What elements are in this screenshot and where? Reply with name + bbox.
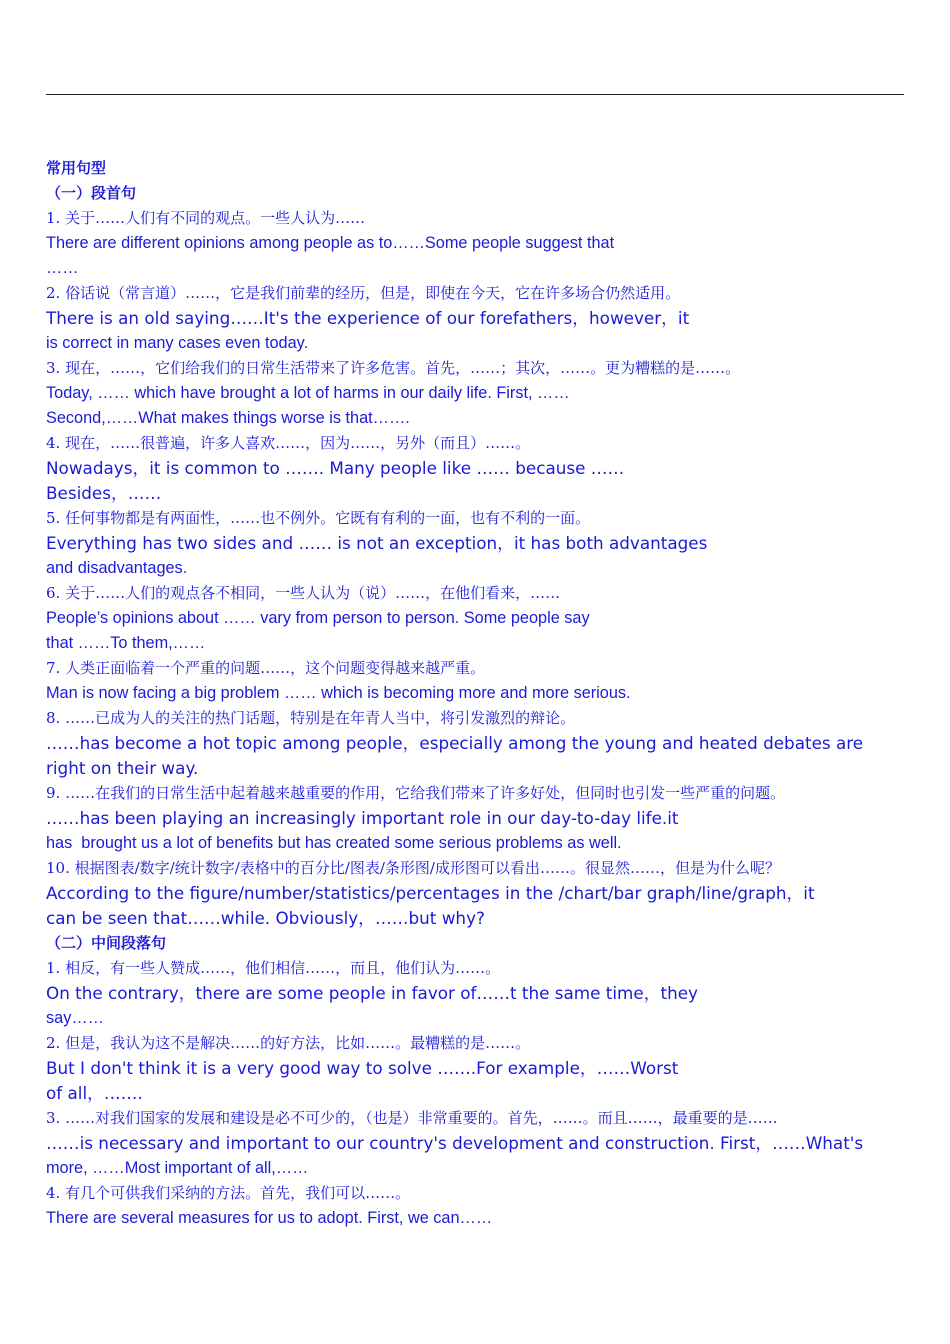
text-line: more, ……Most important of all,…… <box>46 1159 309 1177</box>
text-line: 1. 相反，有一些人赞成……，他们相信……，而且，他们认为……。 <box>46 959 501 977</box>
text-line: that ……To them,…… <box>46 634 206 652</box>
section-heading: （一）段首句 <box>46 184 137 202</box>
text-line: can be seen that……while. Obviously，……but why? <box>46 908 485 928</box>
text-line: But I don't think it is a very good way to solve …….For example，……Worst <box>46 1058 679 1078</box>
text-line: Besides，…… <box>46 483 162 503</box>
document-body <box>46 156 906 1231</box>
text-line: 4. 现在，……很普遍，许多人喜欢……，因为……，另外（而且）……。 <box>46 434 531 452</box>
text-line: On the contrary，there are some people in favor of……t the same time，they <box>46 983 698 1003</box>
text-line: 2. 俗话说（常言道）……，它是我们前辈的经历，但是，即使在今天，它在许多场合仍然适用。 <box>46 284 681 302</box>
text-line: ……is necessary and important to our country's development and construction. First，……What's <box>46 1133 864 1153</box>
text-line: right on their way. <box>46 758 199 778</box>
text-line: Man is now facing a big problem …… which is becoming more and more serious. <box>46 684 631 702</box>
text-line: 6. 关于……人们的观点各不相同，一些人认为（说）……，在他们看来，…… <box>46 584 561 602</box>
text-line: has brought us a lot of benefits but has created some serious problems as well. <box>46 834 622 852</box>
text-line: There are different opinions among people as to……Some people suggest that <box>46 234 615 252</box>
text-line: There is an old saying……It's the experience of our forefathers，however，it <box>46 308 690 328</box>
text-line: People’s opinions about …… vary from person to person. Some people say <box>46 609 590 627</box>
text-line: 3. 现在，……，它们给我们的日常生活带来了许多危害。首先，……；其次，……。更为糟糕的是……。 <box>46 359 741 377</box>
text-line: say…… <box>46 1009 104 1027</box>
text-line: 5. 任何事物都是有两面性，……也不例外。它既有有利的一面，也有不利的一面。 <box>46 509 591 527</box>
text-line: 2. 但是，我认为这不是解决……的好方法，比如……。最糟糕的是……。 <box>46 1034 531 1052</box>
text-line: is correct in many cases even today. <box>46 334 309 352</box>
text-line: and disadvantages. <box>46 559 188 577</box>
text-line: 3. ……对我们国家的发展和建设是必不可少的，（也是）非常重要的。首先，……。而且……，最重要的是…… <box>46 1109 778 1127</box>
text-line: ……has become a hot topic among people，especially among the young and heated debates are <box>46 733 864 753</box>
text-line: Second,……What makes things worse is that……. <box>46 409 410 427</box>
text-line: Everything has two sides and …… is not an exception，it has both advantages <box>46 533 708 553</box>
text-line: Today, …… which have brought a lot of harms in our daily life. First, …… <box>46 384 570 402</box>
text-line: of all，……. <box>46 1083 143 1103</box>
header-rule <box>46 94 904 95</box>
text-line: 4. 有几个可供我们采纳的方法。首先，我们可以……。 <box>46 1184 411 1202</box>
text-line: 7. 人类正面临着一个严重的问题……，这个问题变得越来越严重。 <box>46 659 486 677</box>
text-line: ……has been playing an increasingly important role in our day-to-day life.it <box>46 808 679 828</box>
section-heading: （二）中间段落句 <box>46 934 167 952</box>
text-line: 8. ……已成为人的关注的热门话题，特别是在年青人当中，将引发激烈的辩论。 <box>46 709 576 727</box>
text-line: …… <box>46 259 79 277</box>
section-heading: 常用句型 <box>46 159 107 177</box>
text-line: According to the figure/number/statistics/percentages in the /chart/bar graph/line/graph，it <box>46 883 815 903</box>
text-line: Nowadays，it is common to ……. Many people like …… because …… <box>46 458 625 478</box>
text-line: There are several measures for us to adopt. First, we can…… <box>46 1209 493 1227</box>
text-line: 1. 关于……人们有不同的观点。一些人认为…… <box>46 209 366 227</box>
text-line: 9. ……在我们的日常生活中起着越来越重要的作用，它给我们带来了许多好处，但同时也引发一些严重的问题。 <box>46 784 786 802</box>
text-line: 10. 根据图表/数字/统计数字/表格中的百分比/图表/条形图/成形图可以看出……。很显然……，但是为什么呢？ <box>46 859 780 877</box>
